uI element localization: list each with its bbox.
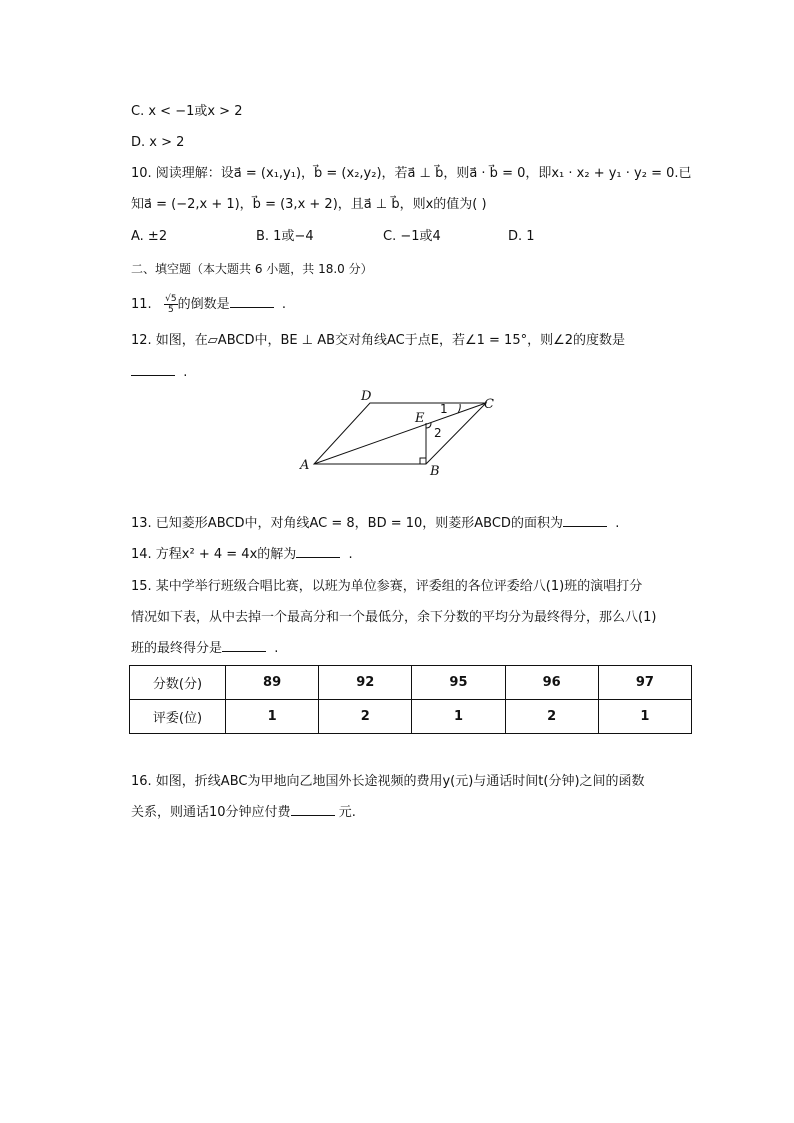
- q13-end: .: [615, 516, 620, 531]
- score-table: [129, 665, 692, 734]
- table-cell: 96: [505, 666, 598, 700]
- table-cell: 89: [226, 666, 319, 700]
- table-header-cell: 分数(分): [130, 666, 226, 700]
- q10-option-c: C. −1或4: [383, 229, 441, 244]
- q11-end: .: [281, 297, 286, 312]
- q13: [131, 515, 619, 533]
- label-e: E: [415, 411, 425, 426]
- table-cell: 97: [598, 666, 691, 700]
- q13-text: 13. 已知菱形ABCD中，对角线AC = 8，BD = 10，则菱形ABCD的面积为: [131, 516, 563, 531]
- q15-text: 班的最终得分是: [131, 641, 223, 656]
- table-row: [130, 666, 692, 700]
- q15-stem-line3: [131, 640, 278, 658]
- q15-end: .: [274, 641, 279, 656]
- q11-text: 的倒数是: [177, 297, 230, 312]
- table-cell: 92: [319, 666, 412, 700]
- label-angle-2: 2: [434, 426, 442, 440]
- q16-text: 关系，则通话10分钟应付费: [131, 805, 291, 820]
- table-cell: 95: [412, 666, 505, 700]
- table-header-cell: 评委(位): [130, 700, 226, 734]
- q15-answer-blank[interactable]: [222, 651, 266, 652]
- q9-option-d: D. x > 2: [131, 135, 185, 150]
- q10-option-a: A. ±2: [131, 229, 168, 244]
- q14-end: .: [348, 547, 353, 562]
- q9-option-c: C. x < −1或x > 2: [131, 104, 243, 119]
- diagonal-ac: [314, 403, 486, 464]
- q15-stem-line2: 情况如下表，从中去掉一个最高分和一个最低分，余下分数的平均分为最终得分，那么八(1): [131, 610, 657, 625]
- table-cell: 2: [319, 700, 412, 734]
- q11-number: 11.: [131, 297, 152, 312]
- label-angle-1: 1: [440, 402, 448, 416]
- q13-answer-blank[interactable]: [563, 526, 607, 527]
- q11-fraction-numerator: √5: [165, 294, 177, 304]
- section-header-fill-blank: 二、填空题（本大题共 6 小题，共 18.0 分）: [131, 262, 373, 276]
- q16-answer-blank[interactable]: [291, 815, 335, 816]
- table-cell: 1: [598, 700, 691, 734]
- label-d: D: [361, 389, 372, 404]
- label-c: C: [484, 397, 494, 412]
- right-angle-mark-b: [420, 458, 426, 464]
- q11-fraction-denominator: 5: [167, 305, 174, 315]
- q10-option-b: B. 1或−4: [256, 229, 314, 244]
- q10-option-d: D. 1: [508, 229, 535, 244]
- q16-stem-line2: [131, 804, 356, 822]
- table-cell: 2: [505, 700, 598, 734]
- q16-end: 元.: [338, 805, 356, 820]
- table-cell: 1: [412, 700, 505, 734]
- q14-answer-blank[interactable]: [296, 557, 340, 558]
- table-cell: 1: [226, 700, 319, 734]
- q10-stem-line2: 知a⃗ = (−2,x + 1)，b⃗ = (3,x + 2)，且a⃗ ⊥ b⃗，则x的值为( ): [131, 197, 487, 212]
- q16-stem-line1: 16. 如图，折线ABC为甲地向乙地国外长途视频的费用y(元)与通话时间t(分钟)之间的函数: [131, 774, 645, 789]
- q15-stem-line1: 15. 某中学举行班级合唱比赛，以班为单位参赛，评委组的各位评委给八(1)班的演唱打分: [131, 579, 643, 594]
- label-b: B: [430, 464, 440, 479]
- q10-stem-line1: 10. 阅读理解：设a⃗ = (x₁,y₁)，b⃗ = (x₂,y₂)，若a⃗ ⊥ b⃗，则a⃗ · b⃗ = 0，即x₁ · x₂ + y₁ · y₂ = 0.已: [131, 166, 692, 181]
- q12-end: .: [183, 365, 188, 380]
- table-row: [130, 700, 692, 734]
- q14-text: 14. 方程x² + 4 = 4x的解为: [131, 547, 297, 562]
- q14: [131, 546, 353, 564]
- q12-stem-line1: 12. 如图，在▱ABCD中，BE ⊥ AB交对角线AC于点E，若∠1 = 15°，则∠2的度数是: [131, 333, 626, 348]
- label-a: A: [300, 458, 310, 473]
- angle-1-arc: [458, 404, 460, 413]
